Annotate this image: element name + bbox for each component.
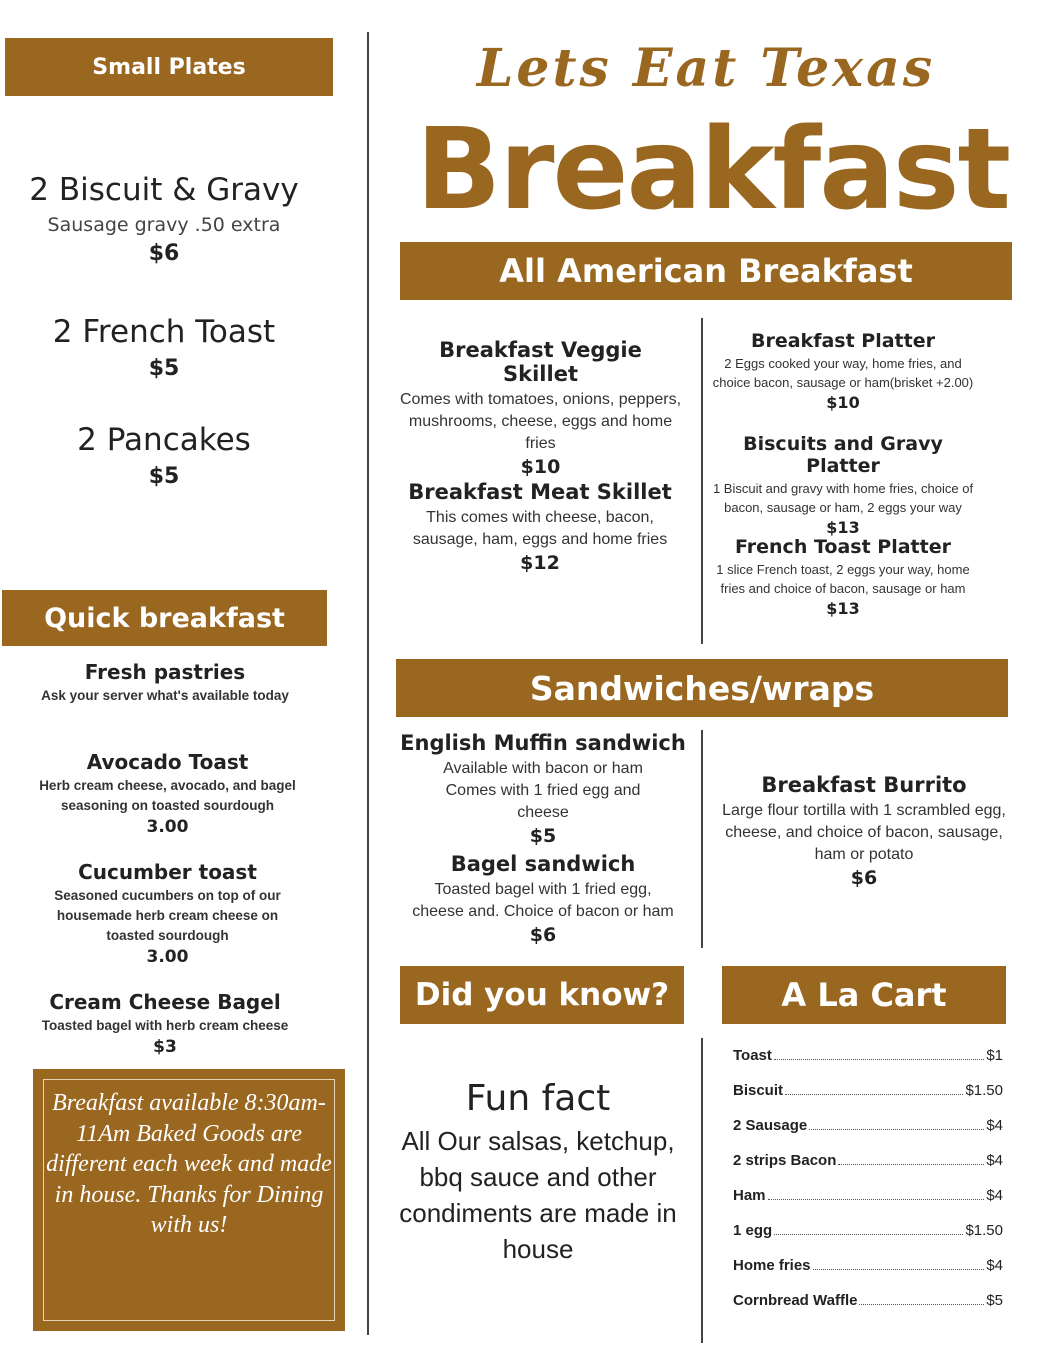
small-plate-item — [5, 314, 323, 381]
item-name: Breakfast Platter — [751, 330, 935, 352]
menu-item — [398, 731, 688, 847]
quick-item — [30, 750, 305, 837]
item-name: Cornbread Waffle — [733, 1292, 858, 1309]
section-divider — [701, 1038, 703, 1343]
column-divider — [367, 32, 369, 1335]
fun-fact — [395, 1078, 681, 1267]
dot-leader — [768, 1199, 985, 1200]
fun-fact-title: Fun fact — [465, 1078, 611, 1119]
item-price: $3 — [153, 1037, 177, 1057]
quick-item — [5, 660, 325, 706]
menu-item — [708, 433, 978, 537]
menu-item — [398, 338, 683, 478]
item-name: Fresh pastries — [84, 660, 246, 684]
item-price: $10 — [520, 456, 561, 478]
hours-info-text: Breakfast available 8:30am-11Am Baked Goods are different each week and made in house. Thanks for Dining with us! — [43, 1079, 335, 1321]
dot-leader — [838, 1164, 984, 1165]
item-name: Biscuit — [733, 1082, 784, 1099]
a-la-cart-row — [733, 1077, 1003, 1099]
dot-leader — [774, 1059, 984, 1060]
all-american-heading: All American Breakfast — [400, 242, 1012, 300]
item-price: $6 — [148, 241, 180, 266]
a-la-cart-row — [733, 1252, 1003, 1274]
script-title: Lets Eat Texas — [476, 38, 936, 99]
item-name: 1 egg — [733, 1222, 773, 1239]
item-price: $10 — [826, 393, 860, 412]
quick-item — [5, 990, 325, 1057]
a-la-cart-row — [733, 1287, 1003, 1309]
item-desc: 2 Eggs cooked your way, home fries, and choice bacon, sausage or ham(brisket +2.00) — [712, 356, 974, 390]
item-price: $4 — [986, 1152, 1003, 1169]
small-plate-item — [5, 172, 323, 266]
hours-info-box — [33, 1069, 345, 1331]
item-name: 2 Biscuit & Gravy — [29, 172, 299, 208]
item-desc: This comes with cheese, bacon, sausage, ham, eggs and home fries — [412, 509, 668, 548]
item-desc: Toasted bagel with herb cream cheese — [41, 1018, 289, 1033]
item-price: $5 — [148, 356, 180, 381]
item-name: Home fries — [733, 1257, 811, 1274]
item-name: Breakfast Burrito — [761, 773, 967, 797]
item-name: Cucumber toast — [78, 860, 257, 884]
item-price: $1 — [986, 1047, 1003, 1064]
item-name: Breakfast Veggie Skillet — [439, 338, 642, 386]
item-name: Avocado Toast — [86, 750, 249, 774]
item-note: Sausage gravy .50 extra — [47, 214, 281, 236]
fun-fact-text: All Our salsas, ketchup, bbq sauce and other condiments are made in house — [399, 1126, 677, 1264]
small-plate-item — [5, 422, 323, 489]
a-la-cart-row — [733, 1147, 1003, 1169]
item-name: 2 strips Bacon — [733, 1152, 837, 1169]
small-plates-heading: Small Plates — [5, 38, 333, 96]
item-name: French Toast Platter — [735, 536, 951, 558]
dot-leader — [774, 1234, 963, 1235]
dot-leader — [813, 1269, 985, 1270]
item-desc: Herb cream cheese, avocado, and bagel seasoning on toasted sourdough — [39, 778, 296, 813]
item-name: Biscuits and Gravy Platter — [743, 433, 943, 477]
dot-leader — [859, 1304, 984, 1305]
item-price: $5 — [529, 825, 557, 847]
item-price: 3.00 — [146, 817, 189, 837]
did-you-know-heading: Did you know? — [400, 966, 684, 1024]
item-price: $6 — [850, 867, 878, 889]
a-la-cart-row — [733, 1182, 1003, 1204]
item-name: Bagel sandwich — [450, 852, 636, 876]
item-name: Cream Cheese Bagel — [49, 990, 281, 1014]
a-la-cart-heading: A La Cart — [722, 966, 1006, 1024]
item-name: English Muffin sandwich — [400, 731, 686, 755]
menu-item — [718, 773, 1010, 889]
item-desc: Ask your server what's available today — [41, 688, 289, 703]
menu-item — [708, 536, 978, 618]
item-price: $5 — [986, 1292, 1003, 1309]
item-price: $1.50 — [965, 1082, 1003, 1099]
a-la-cart-row — [733, 1217, 1003, 1239]
item-price: $12 — [520, 552, 560, 574]
item-price: $13 — [826, 518, 860, 537]
item-price: $13 — [826, 599, 860, 618]
menu-item — [405, 480, 675, 574]
dot-leader — [785, 1094, 963, 1095]
item-price: $4 — [986, 1257, 1003, 1274]
item-price: $4 — [986, 1117, 1003, 1134]
item-desc: Available with bacon or ham Comes with 1 fried egg and cheese — [443, 760, 643, 821]
item-name: Breakfast Meat Skillet — [408, 480, 672, 504]
item-price: $6 — [529, 924, 557, 946]
item-desc: Seasoned cucumbers on top of our housemade herb cream cheese on toasted sourdough — [54, 888, 281, 943]
item-desc: 1 slice French toast, 2 eggs your way, home fries and choice of bacon, sausage or ham — [716, 562, 970, 596]
item-name: Toast — [733, 1047, 772, 1064]
item-name: 2 French Toast — [52, 314, 276, 350]
item-desc: Comes with tomatoes, onions, peppers, mushrooms, cheese, eggs and home fries — [399, 391, 682, 452]
item-desc: Large flour tortilla with 1 scrambled egg, cheese, and choice of bacon, sausage, ham or potato — [722, 802, 1006, 863]
section-divider — [701, 318, 703, 644]
item-price: 3.00 — [146, 947, 189, 967]
item-price: $5 — [148, 464, 180, 489]
a-la-cart-row — [733, 1042, 1003, 1064]
section-divider — [701, 730, 703, 948]
item-name: 2 Sausage — [733, 1117, 808, 1134]
item-name: Ham — [733, 1187, 766, 1204]
item-desc: Toasted bagel with 1 fried egg, cheese and. Choice of bacon or ham — [412, 881, 674, 920]
quick-item — [45, 860, 290, 967]
item-desc: 1 Biscuit and gravy with home fries, choice of bacon, sausage or ham, 2 eggs your way — [712, 481, 974, 515]
main-title: Breakfast — [415, 105, 1010, 235]
item-price: $4 — [986, 1187, 1003, 1204]
quick-breakfast-heading: Quick breakfast — [2, 590, 327, 646]
item-name: 2 Pancakes — [77, 422, 251, 458]
a-la-cart-row — [733, 1112, 1003, 1134]
dot-leader — [809, 1129, 984, 1130]
sandwiches-heading: Sandwiches/wraps — [396, 659, 1008, 717]
menu-item — [398, 852, 688, 946]
menu-item — [708, 330, 978, 412]
item-price: $1.50 — [965, 1222, 1003, 1239]
